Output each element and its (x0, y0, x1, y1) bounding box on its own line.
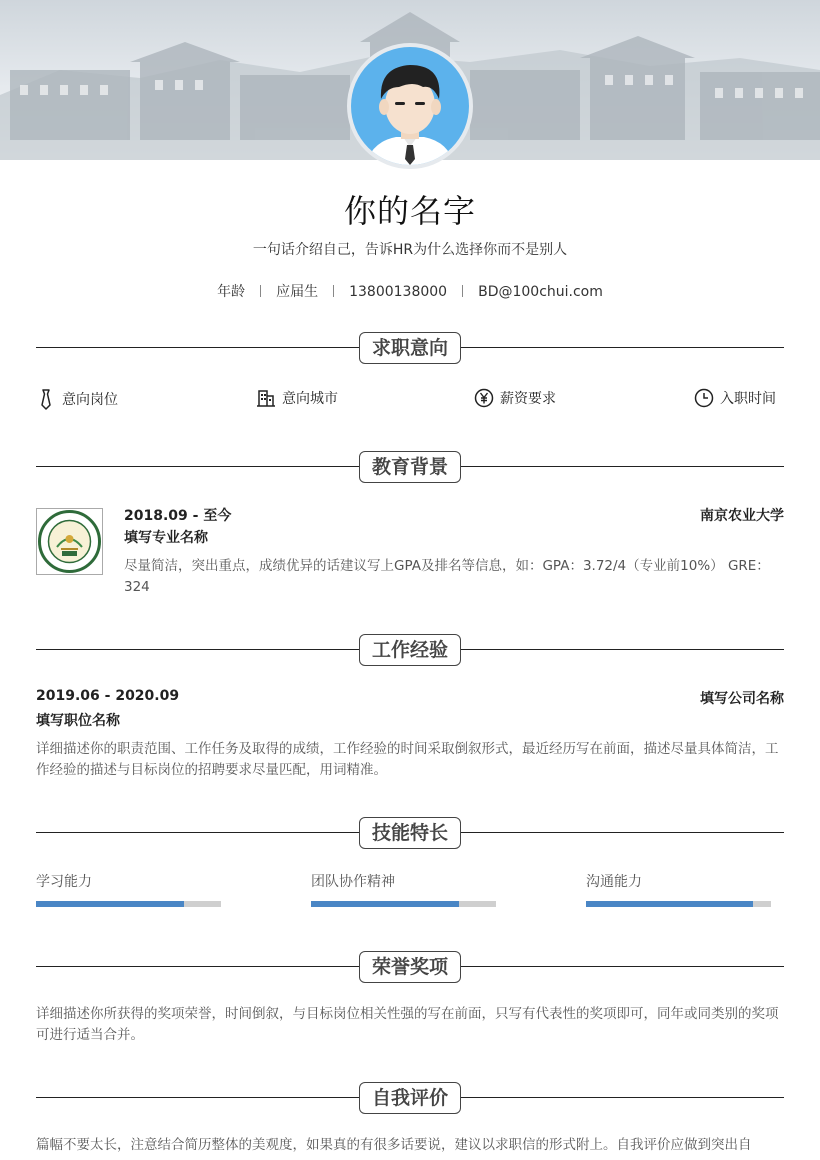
status-text: 应届生 (276, 284, 319, 300)
intent-label: 薪资要求 (500, 391, 556, 407)
phone-text: 13800138000 (349, 284, 448, 300)
position-name: 填写职位名称 (36, 713, 120, 729)
tagline: 一句话介绍自己，告诉HR为什么选择你而不是别人 (252, 242, 568, 258)
company-name: 填写公司名称 (700, 691, 784, 707)
university-seal-icon (37, 509, 102, 574)
divider (462, 285, 463, 297)
work-description: 详细描述你的职责范围、工作任务及取得的成绩，工作经验的时间采取倒叙形式，最近经历写在前面，描述尽量具体简洁，工作经验的描述与目标岗位的招聘要求尽量匹配，用词精准。 (36, 741, 779, 778)
section-work (36, 634, 784, 666)
skill-bar (311, 901, 496, 907)
section-title: 技能特长 (359, 817, 461, 849)
avatar-illustration (351, 47, 469, 165)
candidate-name: 你的名字 (343, 192, 476, 230)
section-intent (36, 332, 784, 364)
intent-salary (474, 388, 556, 408)
tie-icon (36, 388, 56, 410)
skill-bar-fill (586, 901, 753, 907)
skill-bar-fill (36, 901, 184, 907)
work-period: 2019.06 - 2020.09 (36, 688, 180, 704)
age-text: 年龄 (217, 284, 246, 300)
intent-label: 意向城市 (282, 391, 338, 407)
intent-label: 意向岗位 (62, 392, 118, 408)
honors-description: 详细描述你所获得的奖项荣誉，时间倒叙，与目标岗位相关性强的写在前面，只写有代表性的奖项即可，同年或同类别的奖项可进行适当合并。 (36, 1006, 779, 1043)
contact-info (0, 281, 820, 301)
section-title: 教育背景 (359, 451, 461, 483)
divider (333, 285, 334, 297)
skill-bar-fill (311, 901, 459, 907)
section-skills (36, 817, 784, 849)
skill-label: 沟通能力 (586, 874, 642, 890)
major-name: 填写专业名称 (124, 530, 208, 546)
avatar (347, 43, 473, 169)
building-icon (256, 388, 276, 408)
section-education (36, 451, 784, 483)
self-evaluation-description: 篇幅不要太长，注意结合简历整体的美观度，如果真的有很多话要说，建议以求职信的形式附上。自我评价应做到突出自 (36, 1137, 752, 1153)
university-logo (36, 508, 103, 575)
skill-label: 团队协作精神 (311, 874, 395, 890)
clock-icon (694, 388, 714, 408)
section-title: 自我评价 (359, 1082, 461, 1114)
education-description: 尽量简洁，突出重点，成绩优异的话建议写上GPA及排名等信息，如：GPA：3.72/4（专业前10%） GRE：324 (124, 558, 770, 595)
intent-label: 入职时间 (720, 391, 776, 407)
section-self-evaluation (36, 1082, 784, 1114)
skill-bar (36, 901, 221, 907)
section-honors (36, 951, 784, 983)
intent-position (36, 388, 118, 410)
divider (260, 285, 261, 297)
intent-start-date (694, 388, 776, 408)
section-title: 工作经验 (359, 634, 461, 666)
email-text: BD@100chui.com (478, 284, 603, 300)
school-name: 南京农业大学 (700, 508, 784, 524)
skill-bar (586, 901, 771, 907)
intent-city (256, 388, 338, 408)
education-period: 2018.09 - 至今 (124, 508, 232, 524)
section-title: 求职意向 (359, 332, 461, 364)
yen-icon (474, 388, 494, 408)
skill-label: 学习能力 (36, 874, 92, 890)
section-title: 荣誉奖项 (359, 951, 461, 983)
